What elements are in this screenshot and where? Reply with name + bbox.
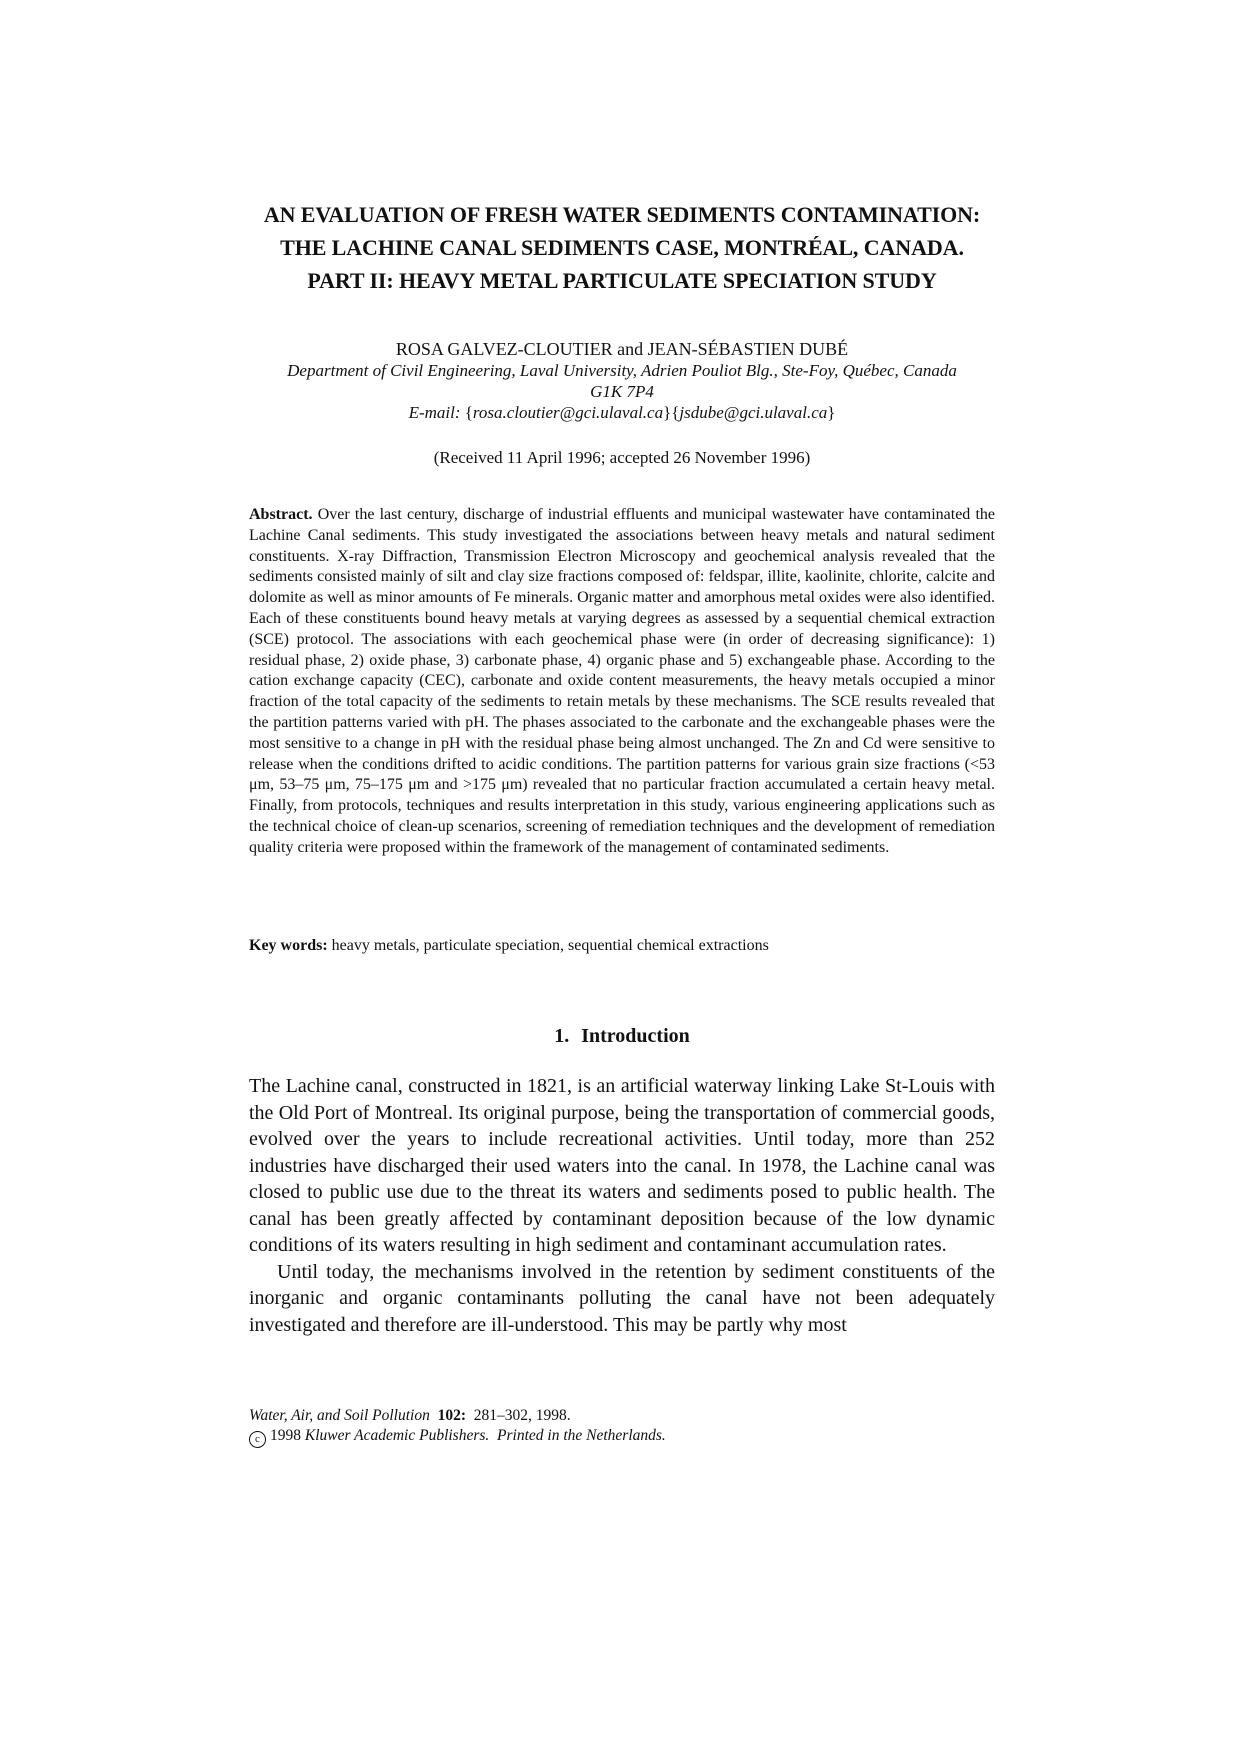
keywords [249, 935, 995, 956]
title-line-1: AN EVALUATION OF FRESH WATER SEDIMENTS CONTAMINATION: [263, 202, 981, 227]
author-block [249, 338, 995, 423]
copyright-icon: c [249, 1431, 266, 1448]
page-footer [249, 1406, 995, 1448]
journal-volume: 102: [437, 1407, 467, 1424]
title-line-3: PART II: HEAVY METAL PARTICULATE SPECIATION STUDY [307, 268, 937, 293]
body-paragraph-2: Until today, the mechanisms involved in the retention by sediment constituents of the inorganic and organic contaminants polluting the canal have not been adequately investigated and therefore are ill-understood. This may be partly why most [249, 1260, 995, 1336]
email-link-1[interactable]: rosa.cloutier@gci.ulaval.ca [472, 403, 664, 422]
section-number: 1. [554, 1025, 570, 1047]
copyright-line [249, 1426, 995, 1448]
journal-pages: 281–302, 1998. [473, 1407, 571, 1424]
abstract-text: Over the last century, discharge of industrial effluents and municipal wastewater have contaminated the Lachine Canal sediments. This study investigated the associations between heavy metals and natural sediment constituents. X-ray Diffraction, Transmission Electron Microscopy and geochemical analysis revealed that the sediments consisted mainly of silt and clay size fractions composed of: feldspar, illite, kaolinite, chlorite, calcite and dolomite as well as minor amounts of Fe minerals. Organic matter and amorphous metal oxides were also identified. Each of these constituents bound heavy metals at varying degrees as assessed by a sequential chemical extraction (SCE) protocol. The associations with each geochemical phase were (in order of decreasing significance): 1) residual phase, 2) oxide phase, 3) carbonate phase, 4) organic phase and 5) exchangeable phase. According to the cation exchange capacity (CEC), carbonate and oxide content measurements, the heavy metals occupied a minor fraction of the total capacity of the sediments to retain metals by these mechanisms. The SCE results revealed that the partition patterns varied with pH. The phases associated to the carbonate and the exchangeable phases were the most sensitive to a change in pH with the residual phase being almost unchanged. The Zn and Cd were sensitive to release when the conditions drifted to acidic conditions. The partition patterns for various grain size fractions (<53 μm, 53–75 μm, 75–175 μm and >175 μm) revealed that no particular fraction accumulated a certain heavy metal. Finally, from protocols, techniques and results interpretation in this study, various engineering applications such as the technical choice of clean-up scenarios, screening of remediation techniques and the development of remediation quality criteria were proposed within the framework of the management of contaminated sediments. [249, 506, 996, 856]
received-dates: (Received 11 April 1996; accepted 26 November 1996) [433, 448, 811, 467]
email-line: E-mail: {rosa.cloutier@gci.ulaval.ca}{jsdube@gci.ulaval.ca} [408, 403, 836, 422]
paper-title [249, 198, 995, 297]
title-line-2: THE LACHINE CANAL SEDIMENTS CASE, MONTRÉAL, CANADA. [280, 235, 964, 260]
affiliation-line-1: Department of Civil Engineering, Laval University, Adrien Pouliot Blg., Ste-Foy, Québec, Canada [287, 361, 957, 380]
copyright-year: 1998 [270, 1427, 301, 1444]
body-text [249, 1073, 995, 1338]
publisher: Kluwer Academic Publishers. [304, 1427, 490, 1444]
keywords-text: heavy metals, particulate speciation, sequential chemical extractions [331, 937, 769, 954]
affiliation-line-2: G1K 7P4 [590, 382, 654, 401]
abstract-label: Abstract. [249, 506, 313, 523]
email-link-2[interactable]: jsdube@gci.ulaval.ca [679, 403, 828, 422]
body-paragraph-1: The Lachine canal, constructed in 1821, is an artificial waterway linking Lake St-Louis with the Old Port of Montreal. Its original purpose, being the transportation of commercial goods, evolved over the years to include recreational activities. Until today, more than 252 industries have discharged their used waters into the canal. In 1978, the Lachine canal was closed to public use due to the threat its waters and sediments posed to public health. The canal has been greatly affected by contaminant deposition because of the low dynamic conditions of its waters resulting in high sediment and contaminant accumulation rates. [249, 1075, 995, 1256]
section-title: Introduction [581, 1025, 690, 1047]
author-names: ROSA GALVEZ-CLOUTIER and JEAN-SÉBASTIEN DUBÉ [395, 339, 849, 359]
journal-name: Water, Air, and Soil Pollution [249, 1407, 430, 1424]
keywords-label: Key words: [249, 937, 328, 954]
email-label: E-mail: [408, 403, 461, 422]
abstract [249, 505, 995, 859]
section-heading [249, 1023, 995, 1049]
printed-in: Printed in the Netherlands. [497, 1427, 666, 1444]
affiliation [249, 360, 995, 402]
citation-line [249, 1406, 995, 1426]
